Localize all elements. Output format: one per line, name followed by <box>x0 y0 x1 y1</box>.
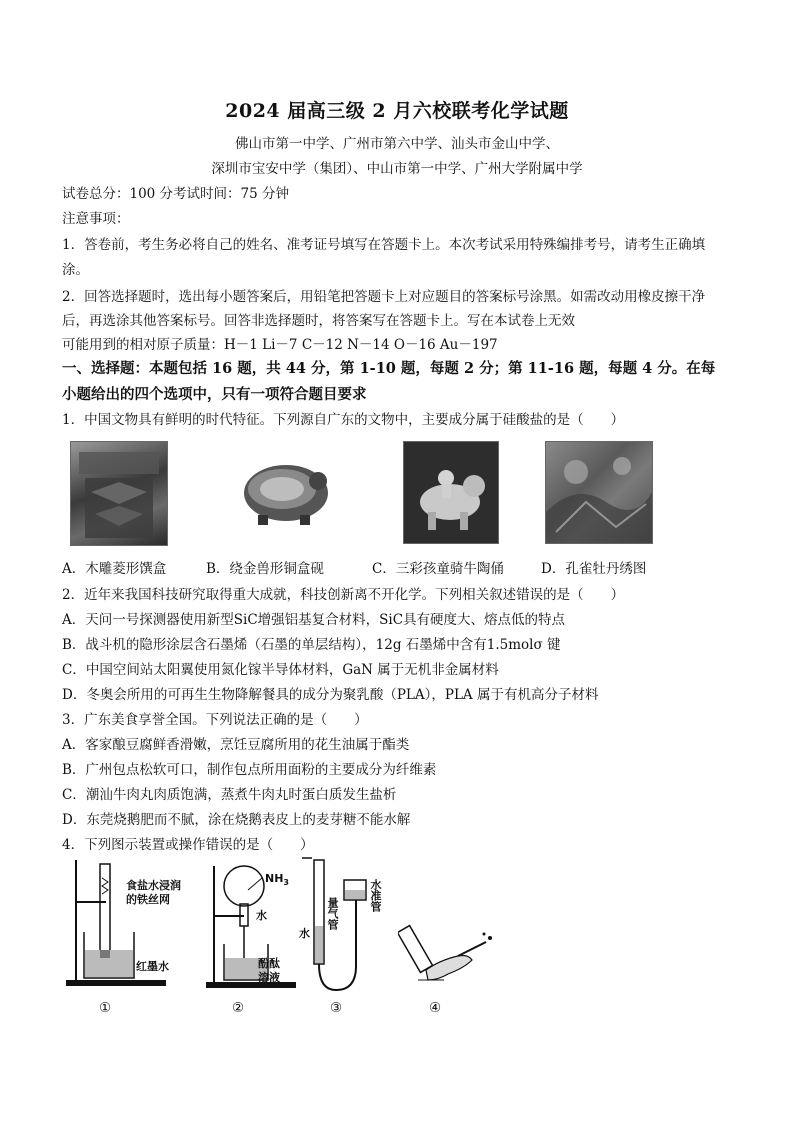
section-heading-line-1: 一、选择题：本题包括 16 题，共 44 分，第 1-10 题，每题 2 分；第 11-16 题，每题 4 分。在每 <box>62 360 716 377</box>
question-1-option-a: A．木雕菱形馔盒 <box>62 561 167 577</box>
question-1-option-d: D．孔雀牡丹绣图 <box>541 561 647 577</box>
diagram-3-label-leveling-tube: 水准管 <box>369 879 382 912</box>
diagram-3-label-water: 水 <box>299 927 310 940</box>
question-1-option-c: C．三彩孩童骑牛陶俑 <box>372 561 504 577</box>
diagram-3-label-burette: 量气管 <box>326 897 339 930</box>
notice-heading: 注意事项： <box>62 211 130 227</box>
question-3-stem: 3．广东美食享誉全国。下列说法正确的是（ ） <box>62 712 368 728</box>
school-list-line-1: 佛山市第一中学、广州市第六中学、汕头市金山中学、 <box>235 136 559 152</box>
diagram-1-number: ① <box>99 1000 112 1016</box>
school-list-line-2: 深圳市宝安中学（集团）、中山市第一中学、广州大学附属中学 <box>211 161 583 177</box>
embroidery-photo <box>545 441 653 544</box>
notice-line: 后，再选涂其他答案标号。回答非选择题时，将答案写在答题卡上。写在本试卷上无效 <box>62 313 575 329</box>
diagram-2-number: ② <box>232 1000 245 1016</box>
question-3-option-c: C．潮汕牛肉丸肉质饱满，蒸煮牛肉丸时蛋白质发生盐析 <box>62 787 397 803</box>
section-heading-line-2: 小题给出的四个选项中，只有一项符合题目要求 <box>62 386 367 403</box>
question-3-option-a: A．客家酿豆腐鲜香滑嫩，烹饪豆腐所用的花生油属于酯类 <box>62 737 410 753</box>
notice-line: 2．回答选择题时，选出每小题答案后，用铅笔把答题卡上对应题目的答案标号涂黑。如需改动用橡皮擦干净 <box>62 289 706 305</box>
diagram-2-label-water: 水 <box>256 909 267 922</box>
diagram-1-label-mesh: 食盐水浸润 <box>126 879 181 892</box>
diagram-1-label-mesh-2: 的铁丝网 <box>126 893 170 906</box>
diagram-2-label-solution: 酚酞 <box>258 957 280 970</box>
pottery-figurine-photo <box>403 441 499 544</box>
question-2-option-c: C．中国空间站太阳翼使用氮化镓半导体材料，GaN 属于无机非金属材料 <box>62 662 499 678</box>
page-title: 2024 届高三级 2 月六校联考化学试题 <box>225 100 569 122</box>
exam-info: 试卷总分：100 分考试时间：75 分钟 <box>62 186 290 202</box>
diagram-3-number: ③ <box>330 1000 343 1016</box>
question-4-stem: 4．下列图示装置或操作错误的是（ ） <box>62 837 314 853</box>
diagram-2-label-solution-2: 溶液 <box>258 971 280 984</box>
notice-line: 1．答卷前，考生务必将自己的姓名、准考证号填写在答题卡上。本次考试采用特殊编排考号，请考生正确填 <box>62 237 706 253</box>
diagram-1-label-ink: 红墨水 <box>136 960 169 973</box>
bronze-inkstone-photo <box>238 447 332 533</box>
question-2-stem: 2．近年来我国科技研究取得重大成就，科技创新离不开化学。下列相关叙述错误的是（ ） <box>62 587 625 603</box>
diagram-4-number: ④ <box>429 1000 442 1016</box>
question-1-option-b: B．绕金兽形铜盒砚 <box>206 561 324 577</box>
question-3-option-d: D．东莞烧鹅肥而不腻，涂在烧鹅表皮上的麦芽糖不能水解 <box>62 812 411 828</box>
question-2-option-a: A．天问一号探测器使用新型SiC增强铝基复合材料，SiC具有硬度大、熔点低的特点 <box>62 612 566 628</box>
notice-line: 涂。 <box>62 262 89 278</box>
diagram-2-label-gas: $NH_3$ <box>265 872 289 888</box>
atomic-masses: 可能用到的相对原子质量：H－1 Li－7 C－12 N－14 O－16 Au－197 <box>62 337 498 353</box>
diagram-4-hand-operation <box>398 916 498 996</box>
question-3-option-b: B．广州包点松软可口，制作包点所用面粉的主要成分为纤维素 <box>62 762 437 778</box>
diagram-2-fountain-apparatus <box>204 860 304 1000</box>
question-2-option-d: D．冬奥会所用的可再生生物降解餐具的成分为聚乳酸（PLA），PLA 属于有机高分子材料 <box>62 687 599 703</box>
wooden-box-photo <box>70 441 168 546</box>
question-1-stem: 1．中国文物具有鲜明的时代特征。下列源自广东的文物中，主要成分属于硅酸盐的是（ ） <box>62 412 625 428</box>
question-2-option-b: B．战斗机的隐形涂层含石墨烯（石墨的单层结构），12g 石墨烯中含有1.5molσ 键 <box>62 637 561 653</box>
